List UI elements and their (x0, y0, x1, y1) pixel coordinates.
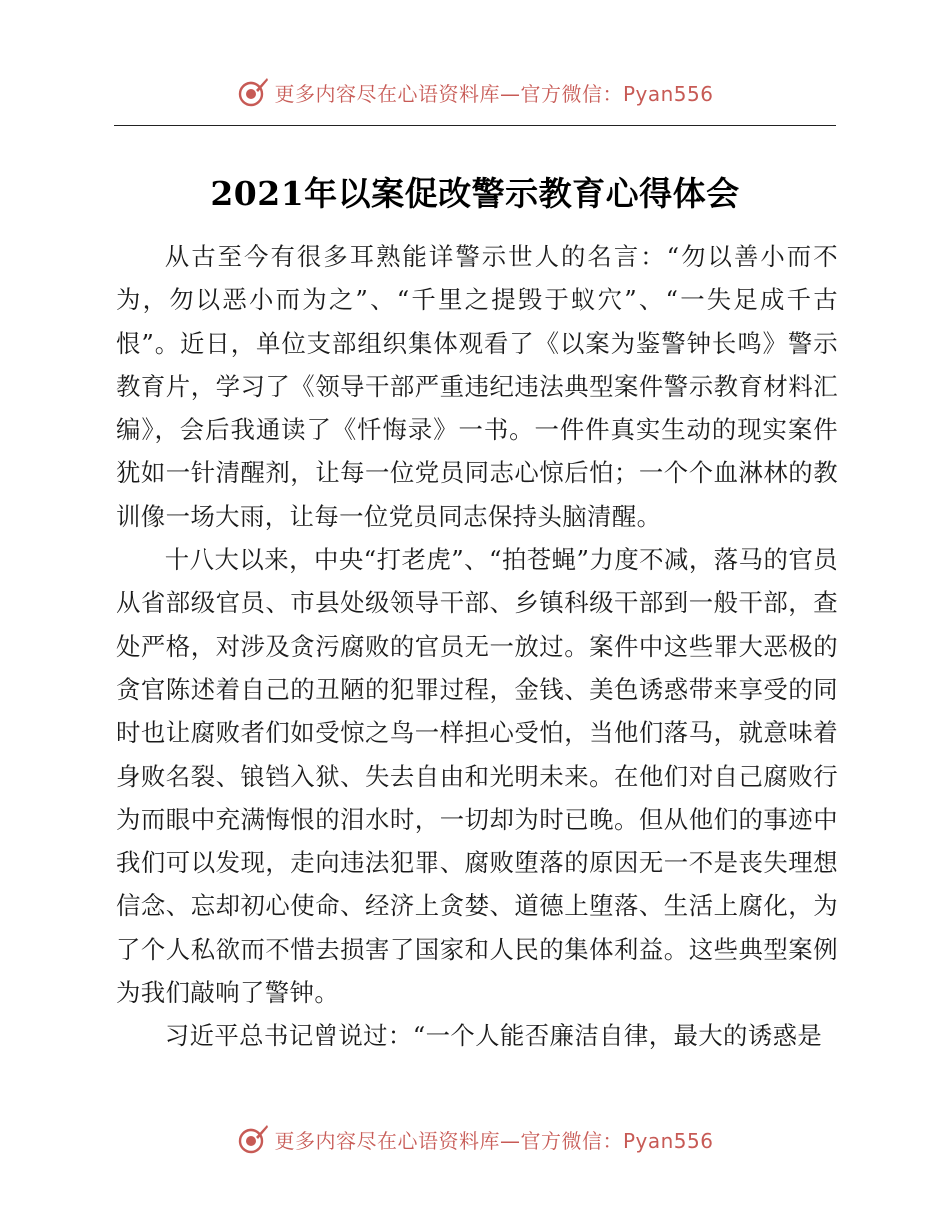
footer-watermark (0, 1119, 950, 1159)
header-brand-text: 更多内容尽在心语资料库—官方微信：Pyan556 (274, 81, 714, 106)
header-watermark (0, 72, 950, 112)
document-title: 2021年以案促改警示教育心得体会 (210, 174, 740, 213)
header-divider (114, 125, 836, 126)
paragraph-2: 十八大以来，中央“打老虎”、“拍苍蝇”力度不减，落马的官员从省部级官员、市县处级领导干部、乡镇科级干部到一般干部，查处严格，对涉及贪污腐败的官员无一放过。案件中这些罪大恶极的贪官陈述着自己的丑陋的犯罪过程，金钱、美色诱惑带来享受的同时也让腐败者们如受惊之鸟一样担心受怕，当他们落马，就意味着身败名裂、锒铛入狱、失去自由和光明未来。在他们对自己腐败行为而眼中充满悔恨的泪水时，一切却为时已晚。但从他们的事迹中我们可以发现，走向违法犯罪、腐败堕落的原因无一不是丧失理想信念、忘却初心使命、经济上贪婪、道德上堕落、生活上腐化，为了个人私欲而不惜去损害了国家和人民的集体利益。这些典型案例为我们敲响了警钟。 (116, 545, 838, 1008)
quill-pen-logo-icon (236, 1122, 270, 1156)
paragraph-3: 习近平总书记曾说过：“一个人能否廉洁自律，最大的诱惑是 (164, 1021, 823, 1051)
document-body (116, 235, 838, 1058)
footer-brand-text: 更多内容尽在心语资料库—官方微信：Pyan556 (274, 1128, 714, 1153)
quill-pen-logo-icon (236, 75, 270, 109)
paragraph-1: 从古至今有很多耳熟能详警示世人的名言：“勿以善小而不为，勿以恶小而为之”、“千里之提毁于蚁穴”、“一失足成千古恨”。近日，单位支部组织集体观看了《以案为鉴警钟长鸣》警示教育片，学习了《领导干部严重违纪违法典型案件警示教育材料汇编》，会后我通读了《忏悔录》一书。一件件真实生动的现实案件犹如一针清醒剂，让每一位党员同志心惊后怕；一个个血淋林的教训像一场大雨，让每一位党员同志保持头脑清醒。 (116, 242, 838, 531)
